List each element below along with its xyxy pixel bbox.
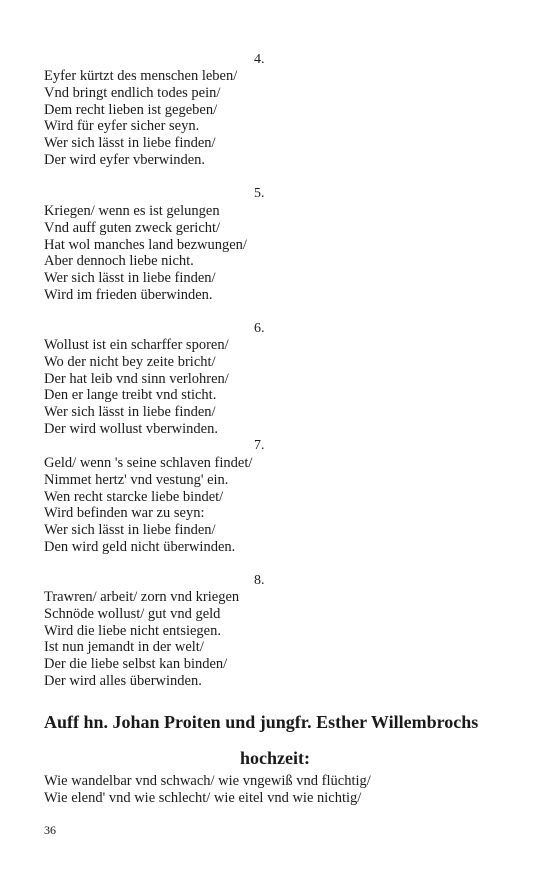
verse-line: Wer sich lässt in liebe finden/: [44, 404, 216, 421]
verse-line: Wer sich lässt in liebe finden/: [44, 135, 216, 152]
verse-line: Vnd bringt endlich todes pein/: [44, 84, 221, 101]
stanza-number: 8.: [254, 573, 265, 588]
verse-line: Der hat leib vnd sinn verlohren/: [44, 370, 229, 387]
page-number: 36: [44, 823, 56, 837]
verse-line: Der die liebe selbst kan binden/: [44, 656, 228, 673]
verse-line: Den er lange treibt vnd sticht.: [44, 387, 217, 404]
stanza-number: 5.: [254, 186, 265, 201]
verse-line: Schnöde wollust/ gut vnd geld: [44, 605, 221, 622]
stanza-6: [44, 337, 229, 438]
verse-line: Wollust ist ein scharffer sporen/: [44, 337, 229, 353]
poem-heading-continuation: hochzeit:: [240, 748, 310, 768]
verse-line: Der wird alles überwinden.: [44, 672, 202, 689]
verse-line: Nimmet hertz' vnd vestung' ein.: [44, 471, 229, 488]
verse-line: Hat wol manches land bezwungen/: [44, 236, 247, 253]
verse-line: Eyfer kürtzt des menschen leben/: [44, 68, 238, 84]
stanza-8: [44, 589, 239, 690]
verse-line: Trawren/ arbeit/ zorn vnd kriegen: [44, 589, 240, 605]
verse-line: Den wird geld nicht überwinden.: [44, 538, 236, 555]
stanza-number: 6.: [254, 321, 265, 336]
stanza-4: [44, 68, 237, 169]
poem-opening: [44, 773, 371, 807]
verse-line: Dem recht lieben ist gegeben/: [44, 101, 218, 118]
verse-line: Kriegen/ wenn es ist gelungen: [44, 203, 220, 219]
verse-line: Wird die liebe nicht entsiegen.: [44, 622, 221, 639]
verse-line: Ist nun jemandt in der welt/: [44, 639, 204, 656]
verse-line: Wird befinden war zu seyn:: [44, 505, 205, 522]
verse-line: Wer sich lässt in liebe finden/: [44, 270, 216, 287]
verse-line: Wo der nicht bey zeite bricht/: [44, 353, 216, 370]
verse-line: Der wird eyfer vberwinden.: [44, 151, 206, 168]
stanza-number: 7.: [254, 438, 265, 453]
verse-line: Wen recht starcke liebe bindet/: [44, 488, 224, 505]
verse-line: Wie elend' vnd wie schlecht/ wie eitel vnd wie nichtig/: [44, 789, 362, 806]
verse-line: Wird im frieden überwinden.: [44, 286, 213, 303]
stanza-number: 4.: [254, 52, 265, 67]
verse-line: Wird für eyfer sicher seyn.: [44, 118, 200, 135]
stanza-5: [44, 203, 247, 304]
verse-line: Aber dennoch liebe nicht.: [44, 253, 194, 270]
verse-line: Geld/ wenn 's seine schlaven findet/: [44, 455, 253, 471]
verse-line: Vnd auff guten zweck gericht/: [44, 219, 221, 236]
verse-line: Wie wandelbar vnd schwach/ wie vngewiß vnd flüchtig/: [44, 773, 371, 789]
stanza-7: [44, 455, 252, 556]
verse-line: Wer sich lässt in liebe finden/: [44, 522, 216, 539]
poem-heading: Auff hn. Johan Proiten und jungfr. Esther Willembrochs: [44, 712, 479, 732]
verse-line: Der wird wollust vberwinden.: [44, 420, 218, 437]
